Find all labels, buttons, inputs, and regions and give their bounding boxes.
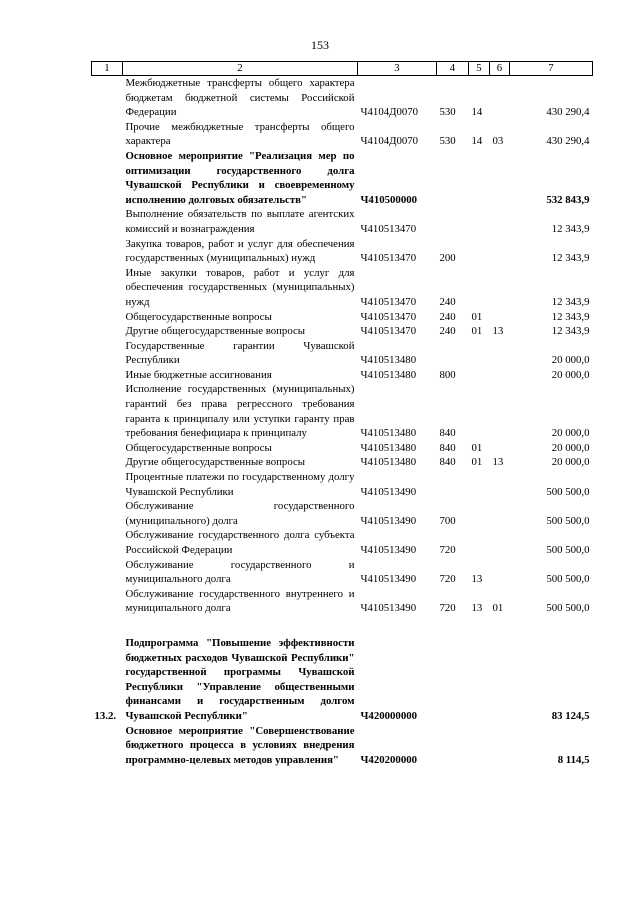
row-target-code: Ч420200000	[360, 753, 418, 766]
row-subsection	[490, 237, 510, 266]
row-target-code: Ч410513480	[360, 441, 417, 454]
row-amount: 20 000,0	[551, 368, 590, 381]
table-row	[92, 149, 593, 207]
row-expense-type: 720	[439, 573, 456, 586]
row-target-code: Ч410513470	[360, 222, 417, 235]
row-name: Выполнение обязательств по выплате агентских комиссий и вознаграждения	[125, 208, 355, 235]
row-section	[469, 724, 490, 768]
budget-table	[91, 61, 593, 767]
row-subsection: 13	[492, 456, 504, 469]
row-target-code: Ч410513490	[360, 514, 417, 527]
table-row	[92, 339, 593, 368]
row-name: Иные бюджетные ассигнования	[125, 368, 272, 381]
row-amount: 20 000,0	[551, 456, 590, 469]
row-section	[469, 382, 490, 440]
table-row	[92, 558, 593, 587]
row-subsection	[490, 310, 510, 325]
row-expense-type: 840	[439, 441, 456, 454]
row-amount: 430 290,4	[546, 106, 590, 119]
row-amount: 500 500,0	[546, 485, 590, 498]
row-subsection	[490, 558, 510, 587]
row-expense-type: 800	[439, 368, 456, 381]
row-name: Другие общегосударственные вопросы	[125, 456, 306, 469]
row-subsection	[490, 76, 510, 120]
table-row	[92, 207, 593, 236]
table-row	[92, 76, 593, 120]
row-section: 01	[471, 310, 483, 323]
row-target-code: Ч4104Д0070	[360, 106, 419, 119]
table-row	[92, 324, 593, 339]
row-target-code: Ч410513490	[360, 544, 417, 556]
row-expense-type: 840	[439, 427, 456, 440]
row-expense-type: 840	[439, 456, 456, 469]
row-section	[469, 636, 490, 724]
row-expense-type	[437, 636, 469, 724]
row-expense-type: 700	[439, 514, 456, 527]
row-section	[469, 207, 490, 236]
row-name: Исполнение государственных (муниципальных) гарантий без права регрессного требования гаранта к принципалу или уступки гаранту прав требования бенефициара к принципалу	[125, 383, 355, 440]
row-expense-type: 200	[439, 252, 456, 265]
row-amount: 20 000,0	[551, 441, 590, 454]
row-index: 13.2.	[94, 709, 117, 722]
row-name: Закупка товаров, работ и услуг для обеспечения государственных (муниципальных) нужд	[125, 237, 355, 265]
row-subsection	[490, 636, 510, 724]
row-amount: 500 500,0	[546, 602, 590, 615]
row-subsection: 03	[492, 135, 504, 148]
row-expense-type: 530	[439, 106, 456, 119]
row-amount: 83 124,5	[551, 709, 590, 722]
row-target-code: Ч420000000	[360, 709, 418, 722]
row-section: 01	[471, 325, 483, 338]
row-subsection	[490, 470, 510, 499]
row-subsection	[490, 149, 510, 207]
row-expense-type	[437, 470, 469, 499]
row-name: Общегосударственные вопросы	[125, 441, 272, 454]
row-index	[92, 324, 123, 339]
row-target-code: Ч410513480	[360, 456, 417, 469]
row-name: Межбюджетные трансферты общего характера бюджетам бюджетной системы Российской Федерации	[125, 77, 355, 119]
header-cell-2: 2	[123, 62, 358, 76]
row-subsection	[490, 499, 510, 528]
row-subsection	[490, 368, 510, 383]
row-section	[469, 470, 490, 499]
row-index	[92, 339, 123, 368]
row-subsection: 01	[492, 602, 504, 615]
row-amount: 12 343,9	[551, 222, 590, 235]
row-index	[92, 558, 123, 587]
row-section	[469, 149, 490, 207]
row-expense-type: 530	[439, 135, 456, 148]
row-expense-type	[437, 339, 469, 368]
row-section	[469, 499, 490, 528]
row-subsection	[490, 207, 510, 236]
row-name: Процентные платежи по государственному долгу Чувашской Республики	[125, 471, 355, 498]
row-name: Государственные гарантии Чувашской Республики	[125, 339, 355, 367]
row-subsection	[490, 724, 510, 768]
table-row	[92, 636, 593, 724]
table-header-row	[92, 62, 593, 76]
row-name: Обслуживание государственного внутреннего и муниципального долга	[125, 587, 355, 615]
row-section: 13	[471, 602, 483, 615]
row-amount: 12 343,9	[551, 295, 590, 308]
row-subsection	[490, 339, 510, 368]
row-index	[92, 207, 123, 236]
row-target-code: Ч410513470	[360, 295, 417, 308]
row-section	[469, 528, 490, 557]
row-amount: 500 500,0	[546, 514, 590, 527]
row-index	[92, 76, 123, 120]
row-index	[92, 499, 123, 528]
table-row	[92, 368, 593, 383]
row-name: Иные закупки товаров, работ и услуг для обеспечения государственных (муниципальных) нужд	[125, 266, 355, 308]
row-index	[92, 470, 123, 499]
row-name: Прочие межбюджетные трансферты общего характера	[125, 120, 355, 148]
header-cell-3: 3	[358, 62, 437, 76]
row-expense-type: 240	[439, 295, 456, 308]
table-row	[92, 616, 593, 636]
row-amount: 500 500,0	[546, 573, 590, 586]
row-section: 14	[471, 106, 483, 119]
row-target-code: Ч410513470	[360, 325, 417, 338]
row-index	[92, 528, 123, 557]
row-index	[92, 120, 123, 149]
row-target-code: Ч410513490	[360, 573, 417, 586]
table-row	[92, 499, 593, 528]
row-index	[92, 382, 123, 440]
table-row	[92, 528, 593, 557]
row-expense-type: 720	[439, 544, 456, 556]
table-row	[92, 441, 593, 456]
row-name: Подпрограмма "Повышение эффективности бюджетных расходов Чувашской Республики" государственной программы Чувашской Республики "Управление общественными финансами и государственным долгом Чувашской Республики"	[125, 636, 355, 722]
header-cell-6: 6	[490, 62, 510, 76]
spacer-cell	[92, 616, 593, 636]
row-target-code: Ч410513470	[360, 310, 417, 323]
row-subsection	[490, 528, 510, 557]
row-index	[92, 266, 123, 310]
row-index	[92, 368, 123, 383]
row-expense-type	[437, 724, 469, 768]
table-row	[92, 120, 593, 149]
row-amount: 20 000,0	[551, 354, 590, 367]
table-row	[92, 470, 593, 499]
row-expense-type	[437, 207, 469, 236]
header-cell-4: 4	[437, 62, 469, 76]
row-target-code: Ч410513490	[360, 485, 417, 498]
row-expense-type	[437, 149, 469, 207]
row-name: Обслуживание государственного (муниципального) долга	[125, 500, 355, 527]
table-row	[92, 382, 593, 440]
row-target-code: Ч4104Д0070	[360, 135, 419, 148]
row-subsection	[490, 441, 510, 456]
row-name: Обслуживание государственного и муниципального долга	[125, 558, 355, 586]
row-target-code: Ч410513470	[360, 252, 417, 265]
row-name: Основное мероприятие "Совершенствование бюджетного процесса в условиях внедрения программно-целевых методов управления"	[125, 724, 355, 766]
row-section	[469, 266, 490, 310]
table-row	[92, 455, 593, 470]
row-subsection	[490, 266, 510, 310]
row-target-code: Ч410500000	[360, 193, 418, 206]
row-section: 01	[471, 456, 483, 469]
row-amount: 532 843,9	[546, 193, 590, 206]
header-cell-1: 1	[92, 62, 123, 76]
row-amount: 20 000,0	[551, 427, 590, 440]
row-name: Другие общегосударственные вопросы	[125, 325, 306, 338]
row-name: Основное мероприятие "Реализация мер по оптимизации государственного долга Чувашской Республики и своевременному исполнению долговых обязательств"	[125, 149, 355, 206]
row-expense-type: 240	[439, 325, 456, 338]
row-index	[92, 237, 123, 266]
row-name: Обслуживание государственного долга субъекта Российской Федерации	[125, 529, 355, 556]
row-section	[469, 339, 490, 368]
row-amount: 500 500,0	[546, 544, 590, 556]
row-amount: 12 343,9	[551, 252, 590, 265]
row-amount: 8 114,5	[557, 753, 590, 766]
row-index	[92, 441, 123, 456]
table-row	[92, 237, 593, 266]
header-cell-5: 5	[469, 62, 490, 76]
header-cell-7: 7	[510, 62, 593, 76]
row-subsection: 13	[492, 325, 504, 338]
row-target-code: Ч410513480	[360, 427, 417, 440]
row-target-code: Ч410513490	[360, 602, 417, 615]
row-index	[92, 149, 123, 207]
row-name: Общегосударственные вопросы	[125, 310, 272, 323]
row-section: 14	[471, 135, 483, 148]
page-number: 153	[311, 38, 329, 52]
row-index	[92, 587, 123, 616]
row-index	[92, 310, 123, 325]
row-target-code: Ч410513480	[360, 354, 417, 367]
table-row	[92, 310, 593, 325]
row-index	[92, 724, 123, 768]
row-expense-type: 720	[439, 602, 456, 615]
row-amount: 430 290,4	[546, 135, 590, 148]
row-expense-type: 240	[439, 310, 456, 323]
table-row	[92, 724, 593, 768]
row-section: 13	[471, 573, 483, 586]
table-body	[92, 76, 593, 768]
row-section: 01	[471, 441, 483, 454]
table-row	[92, 266, 593, 310]
row-index	[92, 455, 123, 470]
row-amount: 12 343,9	[551, 325, 590, 338]
row-section	[469, 237, 490, 266]
row-subsection	[490, 382, 510, 440]
table-row	[92, 587, 593, 616]
row-amount: 12 343,9	[551, 310, 590, 323]
row-target-code: Ч410513480	[360, 368, 417, 381]
row-section	[469, 368, 490, 383]
